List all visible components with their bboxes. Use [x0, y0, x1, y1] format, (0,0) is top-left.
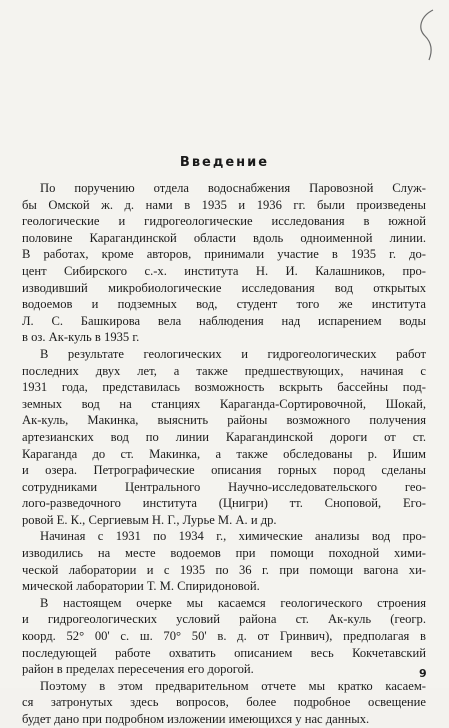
- text-line: район в пределах пересечения его дорогой.: [22, 662, 254, 677]
- pencil-mark: [403, 6, 443, 66]
- text-line: мической лаборатории Т. М. Спиридоновой.: [22, 579, 260, 594]
- text-line: половине Карагандинской области вдоль одноименной линии.: [22, 230, 426, 245]
- text-line: Ак-куль, Макинка, выяснить районы возможного получения: [22, 413, 426, 428]
- text-line: 1931 года, представилась возможность вскрыть бассейны под-: [22, 380, 426, 395]
- body-text: [22, 180, 426, 728]
- text-line: ся затронутых здесь вопросов, более подробное освещение: [22, 695, 426, 710]
- text-line: Л. С. Башкирова вела наблюдения над испарением воды: [22, 313, 426, 328]
- text-line: лого-разведочного института (Цнигри) тт. Сноповой, Его-: [22, 496, 426, 511]
- text-line: Поэтому в этом предварительном отчете мы кратко касаем-: [40, 678, 426, 693]
- page-title: Введение: [179, 155, 270, 170]
- text-line: и гидрогеологических условий района ст. Ак-куль (геогр.: [22, 612, 426, 627]
- text-line: изводились на месте водоемов при помощи походной хими-: [22, 546, 426, 561]
- text-line: последних двух лет, а также предшествующих, начиная с: [22, 363, 426, 378]
- text-line: По поручению отдела водоснабжения Паровозной Служ-: [40, 181, 426, 195]
- text-line: водоемов и подземных вод, студент того же института: [22, 297, 426, 312]
- text-line: последующей работе охватить описанием весь Кокчетавский: [22, 645, 426, 660]
- text-line: артезианских вод по линии Карагандинской дороги от ст.: [22, 429, 426, 444]
- text-line: В настоящем очерке мы касаемся геологического строения: [40, 595, 426, 610]
- text-line: ческой лаборатории и с 1935 по 36 г. при помощи вагона хи-: [22, 562, 426, 577]
- text-line: Начиная с 1931 по 1934 г., химические анализы вод про-: [40, 529, 426, 544]
- text-line: коорд. 52° 00' с. ш. 70° 50' в. д. от Гринвич), предполагая в: [22, 629, 426, 644]
- text-line: В результате геологических и гидрогеологических работ: [40, 346, 426, 361]
- text-line: сотрудниками Центрального Научно-исследовательского гео-: [22, 479, 426, 494]
- text-line: ровой Е. К., Сергиевым Н. Г., Лурье М. А. и др.: [22, 512, 277, 527]
- page-number: 9: [419, 667, 427, 680]
- text-line: и озера. Петрографические описания горных пород сделаны: [22, 463, 426, 478]
- text-line: в оз. Ак-куль в 1935 г.: [22, 330, 140, 345]
- text-line: земных вод на станциях Караганда-Сортировочной, Шокай,: [22, 396, 426, 411]
- text-line: Караганда до ст. Макинка, а также обследованы р. Ишим: [22, 446, 426, 461]
- text-line: бы Омской ж. д. нами в 1935 и 1936 гг. были произведены: [22, 197, 426, 212]
- text-line: будет дано при подробном изложении имеющихся у нас данных.: [22, 712, 370, 726]
- text-line: В работах, кроме авторов, принимали участие в 1935 г. до-: [22, 247, 426, 262]
- text-line: изводивший микробиологические исследования вод открытых: [22, 280, 426, 295]
- text-line: геологические и гидрогеологические исследования в южной: [22, 214, 426, 229]
- text-line: цент Сибирского с.-х. института Н. И. Калашников, про-: [22, 263, 426, 278]
